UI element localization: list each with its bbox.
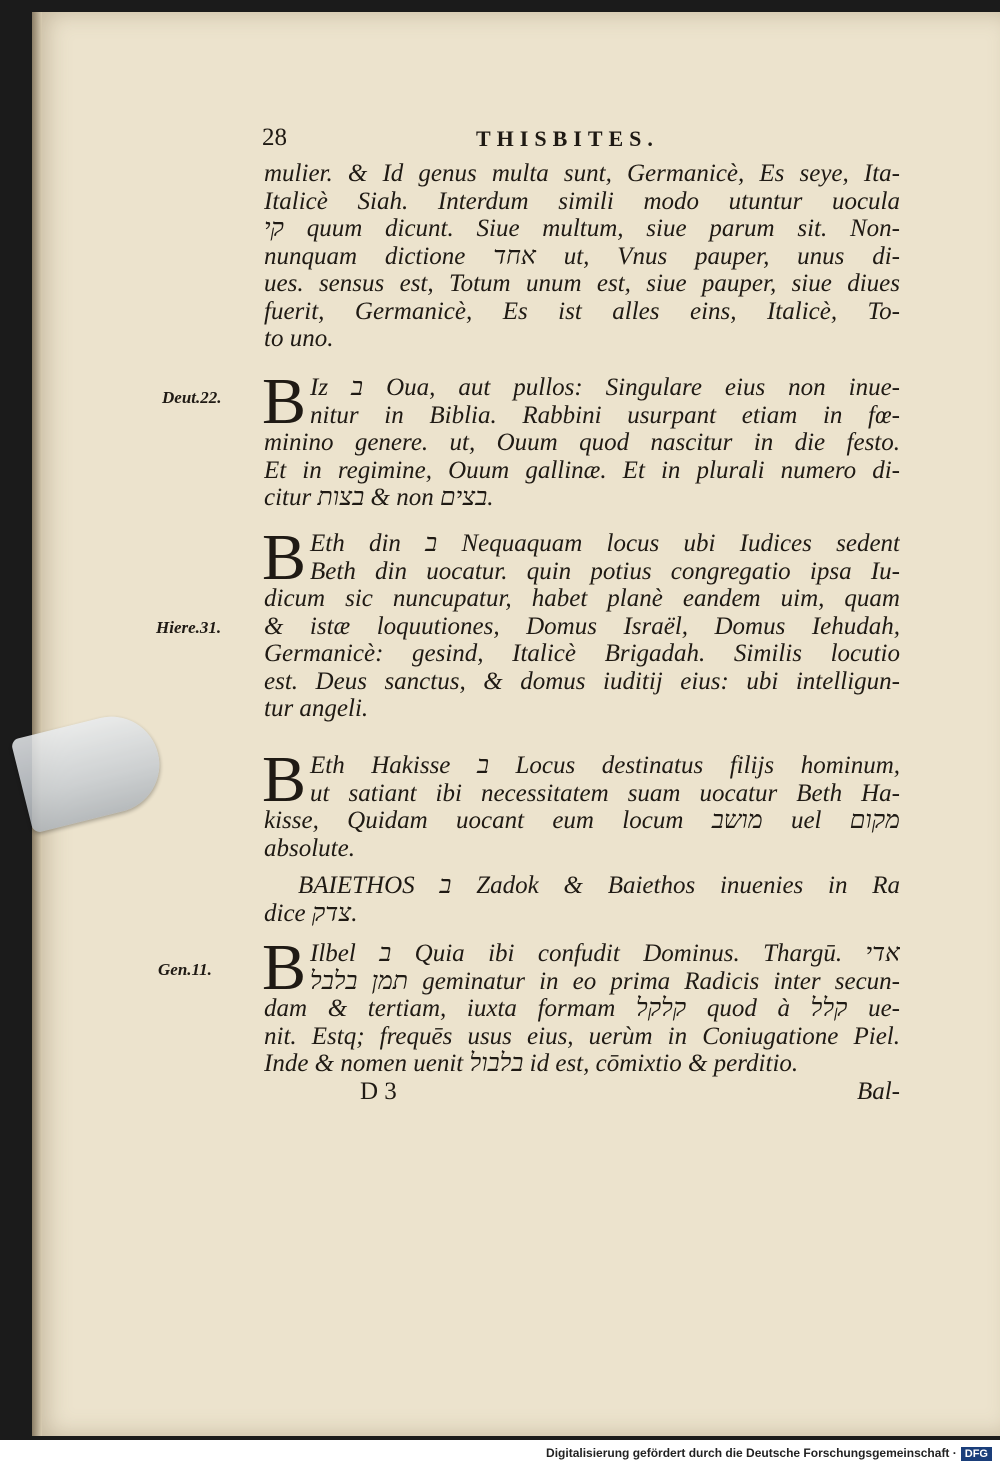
text-line: Ilbel ב Quia ibi confudit Dominus. Thargū. אדי (310, 940, 900, 967)
credit-line (546, 1446, 992, 1461)
text-line: nit. Estq; frequēs usus eius, uerùm in Coniugatione Piel. (264, 1022, 900, 1050)
text-line: Beth din uocatur. quin potius congregatio ipsa Iu- (310, 557, 900, 585)
text-line: tur angeli. (264, 695, 369, 722)
text-line: kisse, Quidam uocant eum locum מושב uel מקום (264, 807, 900, 834)
text-line: dicum sic nuncupatur, habet planè eandem uim, quam (264, 585, 900, 612)
text-line: dam & tertiam, iuxta formam קלקל quod à קלל ue- (264, 995, 900, 1022)
text-line: Inde & nomen uenit בלבול id est, cōmixtio & perditio. (264, 1050, 799, 1077)
text-line: Eth Hakisse ב Locus destinatus filijs hominum, (310, 752, 900, 779)
intro-paragraph (264, 160, 900, 353)
text-line: minino genere. ut, Ouum quod nascitur in die festo. (264, 429, 900, 456)
signature-mark: D 3 (360, 1078, 397, 1105)
running-title: THISBITES. (476, 126, 659, 151)
drop-initial: B (262, 365, 307, 438)
drop-initial: B (262, 931, 307, 1004)
page-gutter (32, 12, 42, 1436)
text-line: Italicè Siah. Interdum simili modo utuntur uocula (264, 187, 900, 215)
text-line: absolute. (264, 834, 355, 862)
text-line: nunquam dictione אחד ut, Vnus pauper, unus di- (264, 242, 900, 270)
lexicon-entry (262, 743, 900, 862)
text-line: est. Deus sanctus, & domus iuditij eius: ubi intelligun- (264, 667, 900, 695)
text-line: nitur in Biblia. Rabbini usurpant etiam in fœ- (310, 401, 900, 429)
lexicon-entry (262, 521, 900, 723)
text-line: fuerit, Germanicè, Es ist alles eins, Italicè, To- (264, 297, 900, 325)
text-line: Iz ב Oua, aut pullos: Singulare eius non inue- (310, 374, 900, 401)
margin-reference: Hiere.31. (156, 618, 222, 637)
lexicon-entry (264, 872, 900, 927)
running-header (262, 124, 902, 158)
text-line: קי quum dicunt. Siue multum, siue parum sit. Non- (264, 215, 900, 242)
drop-initial: B (262, 521, 307, 594)
text-line: תמן בלבל geminatur in eo prima Radicis inter secun- (310, 967, 900, 995)
dfg-logo[interactable]: DFG (961, 1447, 992, 1461)
text-line: & istæ loquutiones, Domus Israël, Domus Iehudah, (264, 612, 900, 640)
text-line: ut satiant ibi necessitatem suam uocatur Beth Ha- (310, 779, 900, 807)
lexicon-entry (262, 365, 900, 512)
credit-text: Digitalisierung gefördert durch die Deutsche Forschungsgemeinschaft · (546, 1446, 957, 1460)
page-number: 28 (262, 124, 287, 151)
text-line: Et in regimine, Ouum gallinæ. Et in plurali numero di- (264, 456, 900, 484)
text-line: Germanicè: gesind, Italicè Brigadah. Similis locutio (264, 640, 900, 667)
text-line: mulier. & Id genus multa sunt, Germanicè, Es seye, Ita- (264, 160, 900, 187)
margin-reference: Deut.22. (162, 388, 222, 407)
lexicon-entry (262, 931, 900, 1078)
text-line: ues. sensus est, Totum unum est, siue pauper, siue diues (264, 270, 900, 297)
text-line: Eth din ב Nequaquam locus ubi Iudices sedent (310, 530, 900, 557)
drop-initial: B (262, 743, 307, 816)
margin-reference: Gen.11. (158, 960, 212, 979)
text-line: BAIETHOS ב Zadok & Baiethos inuenies in Ra (298, 872, 900, 899)
catchword: Bal- (856, 1078, 900, 1105)
text-line: to uno. (264, 325, 334, 352)
text-line: dice צדק. (264, 899, 358, 927)
text-line: citur בצות & non בצים. (264, 484, 494, 511)
